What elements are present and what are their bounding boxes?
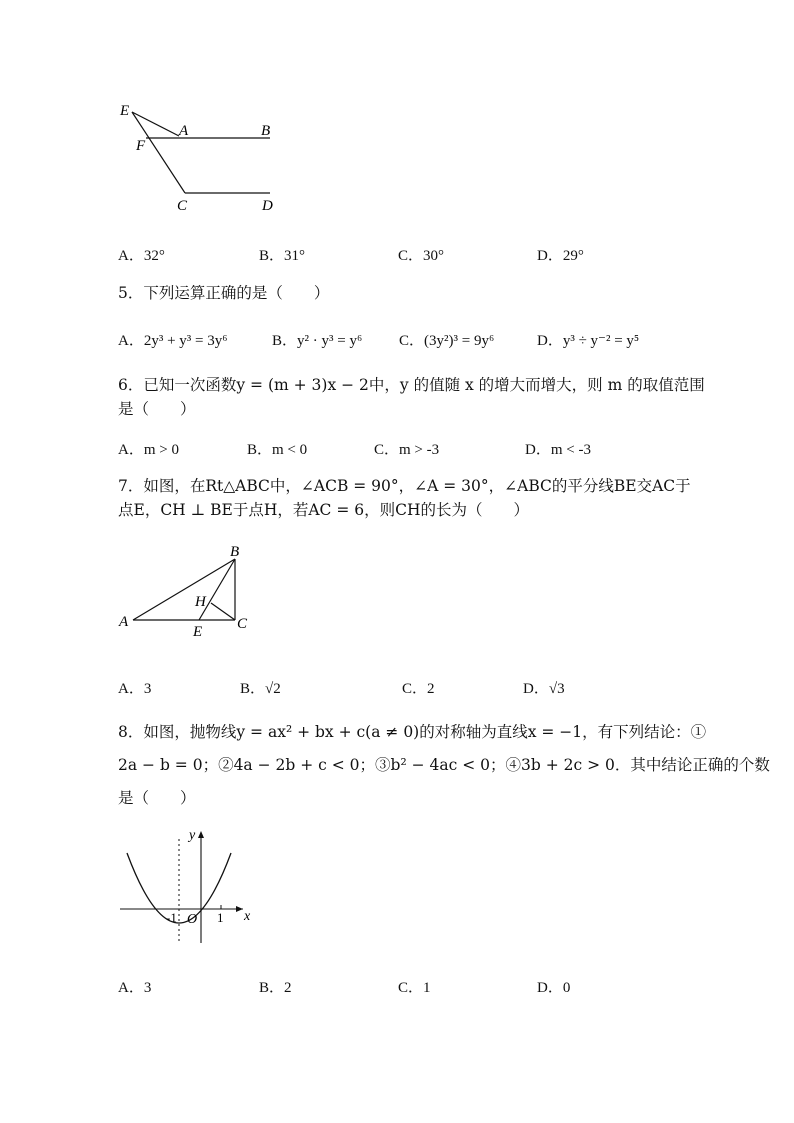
q5-option-a[interactable]: A．2y³ + y³ = 3y⁶ bbox=[118, 333, 228, 349]
q7-stem-line1: 7．如图，在Rt△ABC中，∠ACB = 90°，∠A = 30°，∠ABC的平分线BE交AC于 bbox=[118, 477, 691, 495]
line-ea bbox=[132, 112, 179, 136]
label-x: x bbox=[244, 909, 251, 924]
q7-stem-line2: 点E，CH ⊥ BE于点H，若AC = 6，则CH的长为（ ） bbox=[118, 501, 529, 519]
label-y: y bbox=[189, 828, 196, 843]
label-b: B bbox=[261, 123, 271, 139]
y-axis-arrow bbox=[198, 831, 204, 838]
figure-parabola bbox=[115, 825, 265, 950]
q4-option-d[interactable]: D．29° bbox=[537, 248, 584, 264]
label-a: A bbox=[119, 614, 129, 630]
label-e: E bbox=[193, 624, 203, 640]
q7-option-a[interactable]: A．3 bbox=[118, 681, 152, 697]
q5-option-b[interactable]: B．y² · y³ = y⁶ bbox=[272, 333, 363, 349]
q6-option-c[interactable]: C．m > -3 bbox=[374, 442, 440, 458]
segment-ch bbox=[211, 603, 235, 620]
q8-stem-line2: 2a − b = 0；②4a − 2b + c < 0；③b² − 4ac < 0；④3b + 2c > 0．其中结论正确的个数 bbox=[118, 756, 770, 774]
q7-option-b[interactable]: B．√2 bbox=[240, 681, 281, 697]
q7-option-d[interactable]: D．√3 bbox=[523, 681, 565, 697]
q6-stem-line1: 6．已知一次函数y = (m + 3)x − 2中，y 的值随 x 的增大而增大，则 m 的取值范围 bbox=[118, 376, 705, 394]
q4-option-c[interactable]: C．30° bbox=[398, 248, 445, 264]
q8-option-b[interactable]: B．2 bbox=[259, 980, 292, 996]
x-axis-arrow bbox=[236, 906, 243, 912]
q6-stem-line2: 是（ ） bbox=[118, 400, 196, 418]
q7-option-c[interactable]: C．2 bbox=[402, 681, 435, 697]
q6-option-a[interactable]: A．m > 0 bbox=[118, 442, 179, 458]
q5-stem: 5．下列运算正确的是（ ） bbox=[118, 284, 330, 302]
label-c: C bbox=[177, 198, 188, 214]
q6-option-d[interactable]: D．m < -3 bbox=[525, 442, 591, 458]
q8-option-a[interactable]: A．3 bbox=[118, 980, 152, 996]
label-a: A bbox=[179, 123, 189, 139]
q8-stem-line1: 8．如图，抛物线y = ax² + bx + c(a ≠ 0)的对称轴为直线x = −1，有下列结论：① bbox=[118, 723, 707, 741]
label-e: E bbox=[120, 103, 130, 119]
parabola-curve bbox=[127, 853, 231, 923]
label-b: B bbox=[230, 544, 240, 560]
segment-be bbox=[199, 559, 235, 620]
q6-option-b[interactable]: B．m < 0 bbox=[247, 442, 308, 458]
q5-option-d[interactable]: D．y³ ÷ y⁻² = y⁵ bbox=[537, 333, 640, 349]
label-f: F bbox=[136, 138, 146, 154]
side-ab bbox=[133, 559, 235, 620]
q4-option-a[interactable]: A．32° bbox=[118, 248, 165, 264]
label-d: D bbox=[262, 198, 273, 214]
q4-option-b[interactable]: B．31° bbox=[259, 248, 306, 264]
label-h: H bbox=[195, 594, 206, 610]
q8-option-d[interactable]: D．0 bbox=[537, 980, 571, 996]
label-origin: O bbox=[187, 912, 198, 927]
q8-stem-line3: 是（ ） bbox=[118, 789, 196, 807]
label-neg-one: -1 bbox=[166, 910, 177, 925]
figure-parallel-lines bbox=[110, 95, 290, 220]
q5-option-c[interactable]: C．(3y²)³ = 9y⁶ bbox=[399, 333, 495, 349]
figure-right-triangle bbox=[110, 540, 270, 640]
label-c: C bbox=[237, 616, 248, 632]
label-one: 1 bbox=[217, 910, 224, 925]
q8-option-c[interactable]: C．1 bbox=[398, 980, 431, 996]
